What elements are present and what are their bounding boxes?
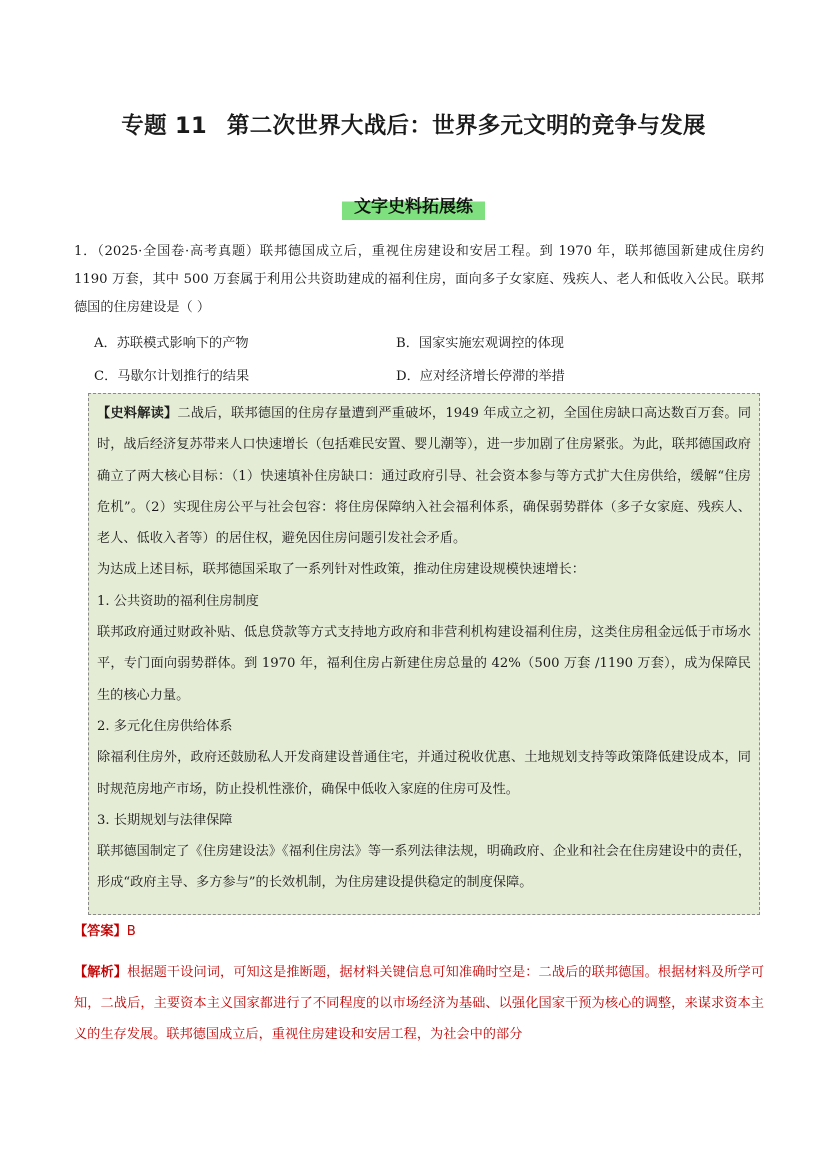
analysis-paragraph-2: 除福利住房外，政府还鼓励私人开发商建设普通住宅，并通过税收优惠、土地规划支持等政策降低建设成本，同时规范房地产市场，防止投机性涨价，确保中低收入家庭的住房可及性。 — [97, 750, 751, 797]
option-c: C．马歇尔计划推行的结果 — [94, 369, 250, 384]
analysis-heading-2: 2. 多元化住房供给体系 — [97, 718, 233, 734]
answer-options — [94, 330, 774, 396]
answer-value: B — [126, 924, 136, 939]
option-a: A．苏联模式影响下的产物 — [94, 336, 249, 351]
analysis-paragraph-3: 联邦德国制定了《住房建设法》《福利住房法》等一系列法律法规，明确政府、企业和社会在住房建设中的责任，形成“政府主导、多方参与”的长效机制，为住房建设提供稳定的制度保障。 — [97, 844, 751, 891]
explanation-text: 根据题干设问词，可知这是推断题，据材料关键信息可知准确时空是：二战后的联邦德国。根据材料及所学可知，二战后，主要资本主义国家都进行了不同程度的以市场经济为基础、以强化国家干预为核心的调整，来谋求资本主义的生存发展。联邦德国成立后，重视住房建设和安居工程，为社会中的部分 — [74, 965, 765, 1042]
options-row-1 — [94, 330, 774, 363]
option-d: D．应对经济增长停滞的举措 — [396, 369, 565, 384]
analysis-tag: 【史料解读】 — [97, 406, 178, 421]
options-row-2 — [94, 363, 774, 396]
analysis-intro — [97, 398, 751, 554]
analysis-heading-1: 1. 公共资助的福利住房制度 — [97, 593, 259, 609]
analysis-heading-3: 3. 长期规划与法律保障 — [97, 812, 233, 828]
analysis-intro-text: 二战后，联邦德国的住房存量遭到严重破坏，1949 年成立之初，全国住房缺口高达数百万套。同时，战后经济复苏带来人口快速增长（包括难民安置、婴儿潮等），进一步加剧了住房紧张。为此，联邦德国政府确立了两大核心目标：（1）快速填补住房缺口：通过政府引导、社会资本参与等方式扩大住房供给，缓解“住房危机”。（2）实现住房公平与社会包容：将住房保障纳入社会福利体系，确保弱势群体（多子女家庭、残疾人、老人、低收入者等）的居住权，避免因住房问题引发社会矛盾。 — [97, 406, 752, 547]
section-header — [0, 190, 827, 220]
section-label: 文字史料拓展练 — [342, 190, 485, 220]
page-title — [60, 108, 767, 140]
explanation — [74, 957, 764, 1050]
source-analysis-box — [88, 393, 760, 915]
topic-number: 专题 11 — [121, 113, 207, 139]
explanation-tag: 【解析】 — [74, 965, 128, 980]
answer-tag: 【答案】 — [74, 924, 127, 939]
analysis-paragraph-1: 联邦政府通过财政补贴、低息贷款等方式支持地方政府和非营利机构建设福利住房，这类住房租金远低于市场水平，专门面向弱势群体。到 1970 年，福利住房占新建住房总量的 42%（500 万套 /1190 万套），成为保障民生的核心力量。 — [97, 625, 751, 703]
analysis-lead: 为达成上述目标，联邦德国采取了一系列针对性政策，推动住房建设规模快速增长： — [97, 562, 585, 578]
answer-line — [74, 922, 136, 942]
option-b: B．国家实施宏观调控的体现 — [396, 336, 564, 351]
question-stem: 1．（2025·全国卷·高考真题）联邦德国成立后，重视住房建设和安居工程。到 1970 年，联邦德国新建成住房约 1190 万套，其中 500 万套属于利用公共资助建成的福利住房，面向多子女家庭、残疾人、老人和低收入公民。联邦德国的住房建设是（ ） — [74, 244, 764, 315]
topic-title: 第二次世界大战后：世界多元文明的竞争与发展 — [226, 113, 706, 139]
